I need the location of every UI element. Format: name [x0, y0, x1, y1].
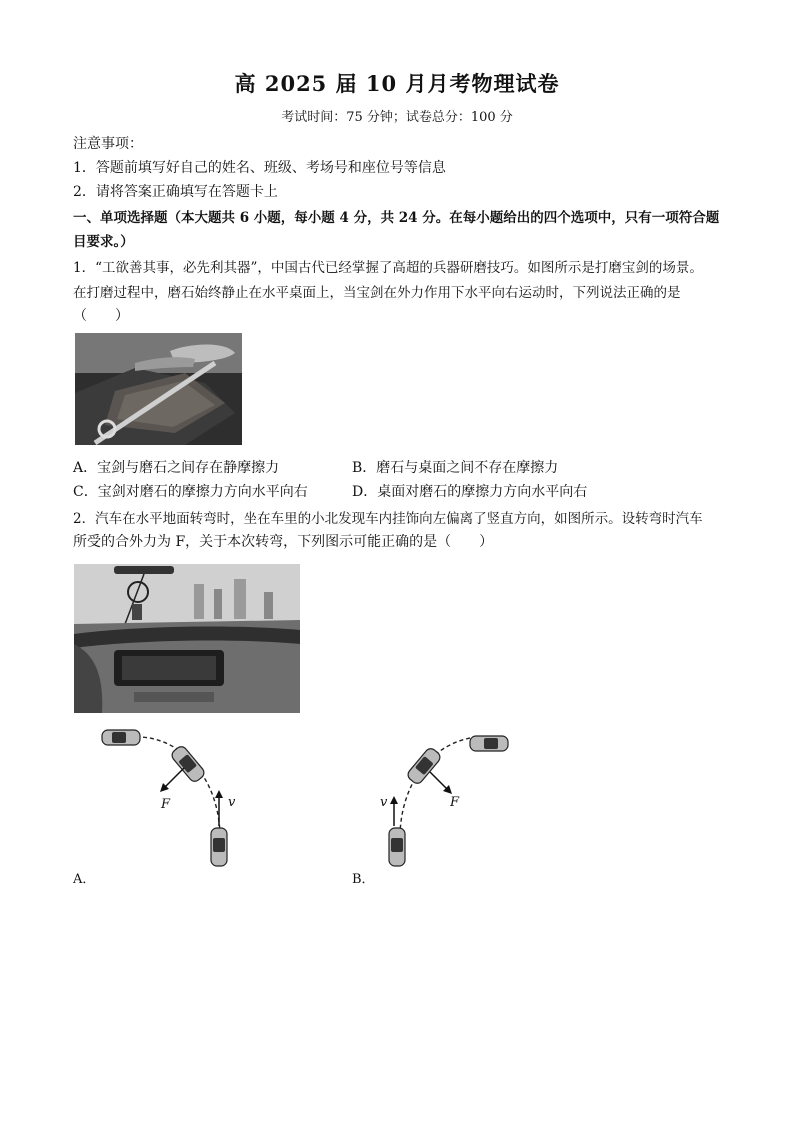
- velocity-label-a: v: [228, 795, 236, 810]
- q1-option-a: A．宝剑与磨石之间存在静摩擦力: [73, 460, 280, 476]
- velocity-label-b: v: [380, 795, 388, 810]
- turn-diagram-b: [372, 724, 522, 872]
- q1-answer-bracket: （ ）: [73, 308, 129, 324]
- car-icon-b-end: [389, 828, 405, 866]
- path-curve-b: [400, 737, 484, 834]
- q2-line2: 所受的合外力为 F，关于本次转弯，下列图示可能正确的是（ ）: [73, 534, 494, 550]
- diagram-b-caption: B．: [352, 872, 375, 887]
- q1-line2: 在打磨过程中，磨石始终静止在水平桌面上，当宝剑在外力作用下水平向右运动时，下列说法正确的是: [73, 285, 681, 301]
- turn-diagram-a: [98, 724, 248, 872]
- notice-item-1: 1．答题前填写好自己的姓名、班级、考场号和座位号等信息: [73, 160, 446, 176]
- notice-item-2: 2．请将答案正确填写在答题卡上: [73, 184, 278, 200]
- force-arrow-b: [430, 772, 448, 790]
- force-label-a: F: [161, 797, 171, 812]
- diagram-a-caption: A．: [73, 872, 96, 887]
- car-icon-a-end: [211, 828, 227, 866]
- section-heading-line2: 目要求。）: [73, 234, 134, 250]
- force-label-b: F: [450, 795, 460, 810]
- page-title: 高 2025 届 10 月月考物理试卷: [234, 71, 560, 96]
- exam-info: 考试时间：75 分钟；试卷总分：100 分: [281, 110, 513, 125]
- force-arrow-a: [164, 768, 184, 788]
- car-interior-photo: [74, 564, 300, 713]
- q1-option-b: B．磨石与桌面之间不存在摩擦力: [352, 460, 559, 476]
- q2-line1: 2．汽车在水平地面转弯时，坐在车里的小北发现车内挂饰向左偏离了竖直方向，如图所示。设转弯时汽车: [73, 511, 703, 527]
- car-icon-b-start: [470, 736, 508, 751]
- q1-option-d: D．桌面对磨石的摩擦力方向水平向右: [352, 484, 588, 500]
- q1-line1: 1．“工欲善其事，必先利其器”，中国古代已经掌握了高超的兵器研磨技巧。如图所示是打磨宝剑的场景。: [73, 260, 703, 276]
- q1-option-c: C．宝剑对磨石的摩擦力方向水平向右: [73, 484, 308, 500]
- car-icon-a-start: [102, 730, 140, 745]
- section-heading-line1: 一、单项选择题（本大题共 6 小题，每小题 4 分，共 24 分。在每小题给出的四个选项中，只有一项符合题: [73, 210, 720, 226]
- sword-grinding-photo: [75, 333, 242, 445]
- notice-heading: 注意事项：: [73, 136, 143, 152]
